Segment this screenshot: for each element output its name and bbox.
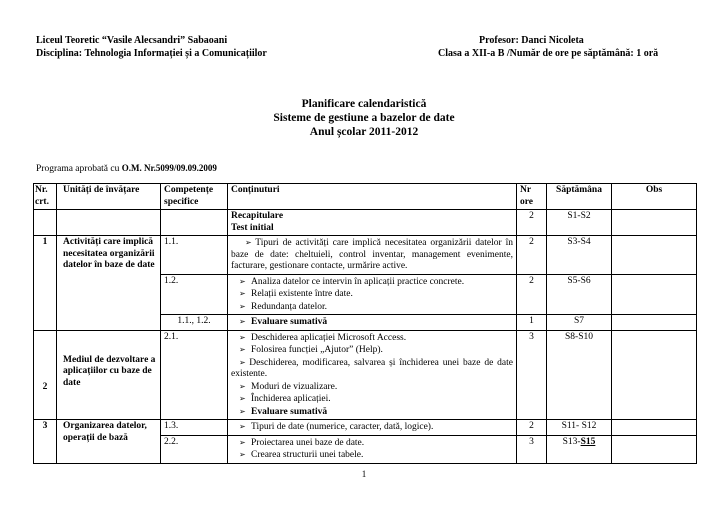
header-units: Unități de învățare [57,184,161,210]
content-item: Evaluare sumativă [251,406,328,417]
cell-obs [612,330,697,420]
cell-hours: 2 [517,274,547,315]
cell-content [228,435,517,463]
content-item: Evaluare sumativă [251,317,328,327]
recap-label: Recapitulare [231,211,284,221]
unit-name: Mediul de dezvoltare a aplicațiilor cu baze de date [57,330,161,420]
doc-title-line1: Planificare calendaristică [301,98,427,110]
arrow-bullet-icon: ➢ [239,437,246,447]
content-item: Închiderea aplicației. [251,394,331,404]
cell-hours: 3 [517,330,547,420]
content-item: Moduri de vizualizare. [251,381,338,392]
unit-name: Activități care implică necesitatea organizării datelor în baze de date [57,236,161,331]
cell-obs [612,315,697,331]
cell-skill [161,210,228,236]
cell-content [228,274,517,315]
table-row [34,236,697,275]
header-hours: Nr ore [517,184,547,210]
cell-skill: 2.2. [161,435,228,463]
cell-unit [57,210,161,236]
table-row-recap [34,210,697,236]
planning-table [33,183,697,464]
program-approval [36,163,217,174]
cell-obs [612,274,697,315]
cell-content [228,315,517,331]
cell-week: S11- S12 [547,420,612,436]
arrow-bullet-icon: ➢ [239,345,246,354]
cell-hours: 3 [517,435,547,463]
content-item: Folosirea funcției „Ajutor” (Help). [251,345,383,355]
initial-test-label: Test initial [231,222,274,233]
arrow-bullet-icon: ➢ [239,450,246,459]
cell-week: S1-S2 [547,210,612,236]
header-skills: Competențe specifice [161,184,228,210]
unit-number: 1 [34,236,57,331]
arrow-bullet-icon: ➢ [245,238,256,247]
arrow-bullet-icon: ➢ [239,394,246,403]
arrow-bullet-icon: ➢ [239,406,246,416]
cell-skill: 1.2. [161,274,228,315]
content-item: Relații existente între date. [251,289,353,299]
doc-title-line3: Anul școlar 2011-2012 [309,126,419,138]
cell-week: S5-S6 [547,274,612,315]
header-obs: Obs [612,184,697,210]
arrow-bullet-icon: ➢ [239,381,246,391]
cell-hours: 2 [517,236,547,275]
unit-number: 3 [34,420,57,464]
table-row [34,420,697,436]
cell-content [228,236,517,275]
program-prefix: Programa aprobată cu [36,164,122,174]
cell-obs [612,435,697,463]
cell-skill: 1.3. [161,420,228,436]
cell-week: S7 [547,315,612,331]
arrow-bullet-icon: ➢ [239,276,246,286]
week-suffix: S15 [580,436,596,447]
cell-hours: 2 [517,420,547,436]
cell-skill: 1.1., 1.2. [161,315,228,331]
program-order: O.M. Nr.5099/09.09.2009 [121,163,217,173]
cell-week: S8-S10 [547,330,612,420]
cell-hours: 1 [517,315,547,331]
cell-nr [34,210,57,236]
content-item: Deschiderea aplicației Microsoft Access. [251,332,407,343]
content-item: Proiectarea unei baze de date. [251,437,365,448]
content-item: Redundanța datelor. [251,301,327,312]
page-number: 1 [361,469,367,479]
header-nr: Nr. crt. [34,184,57,210]
arrow-bullet-icon: ➢ [239,332,246,342]
school-name: Liceul Teoretic “Vasile Alecsandri” Sabaoani [36,35,228,46]
content-item: Crearea structurii unei tabele. [251,450,364,460]
content-item: Tipuri de date (numerice, caracter, dată, logice). [251,422,434,432]
table-header-row [34,184,697,210]
week-prefix: S13- [562,436,581,447]
cell-week: S3-S4 [547,236,612,275]
arrow-bullet-icon: ➢ [239,357,250,367]
cell-skill: 1.1. [161,236,228,275]
cell-obs [612,420,697,436]
arrow-bullet-icon: ➢ [239,301,246,311]
arrow-bullet-icon: ➢ [239,317,246,326]
cell-week [547,435,612,463]
unit-number: 2 [34,330,57,420]
table-row [34,330,697,420]
cell-content [228,210,517,236]
header-content: Conținuturi [228,184,517,210]
cell-hours: 2 [517,210,547,236]
discipline-name: Disciplina: Tehnologia Informației și a Comunicațiilor [36,48,267,59]
cell-content [228,330,517,420]
teacher-name: Profesor: Danci Nicoleta [479,35,584,46]
arrow-bullet-icon: ➢ [239,289,246,298]
header-week: Săptămâna [547,184,612,210]
cell-obs [612,236,697,275]
content-item: Deschiderea, modificarea, salvarea și închiderea unei baze de date existente. [231,357,513,379]
cell-content [228,420,517,436]
class-info: Clasa a XII-a B /Număr de ore pe săptămână: 1 oră [438,48,659,59]
cell-skill: 2.1. [161,330,228,420]
content-item: Tipuri de activități care implică necesitatea organizării datelor în baze de date: cheltuieli, control inventar, management evenimente, facturare, gestionare contacte, urmărire active. [231,238,514,271]
arrow-bullet-icon: ➢ [239,422,246,431]
unit-name: Organizarea datelor, operații de bază [57,420,161,464]
content-item: Analiza datelor ce intervin în aplicații practice concrete. [251,276,465,287]
doc-title-line2: Sisteme de gestiune a bazelor de date [273,112,455,124]
cell-obs [612,210,697,236]
